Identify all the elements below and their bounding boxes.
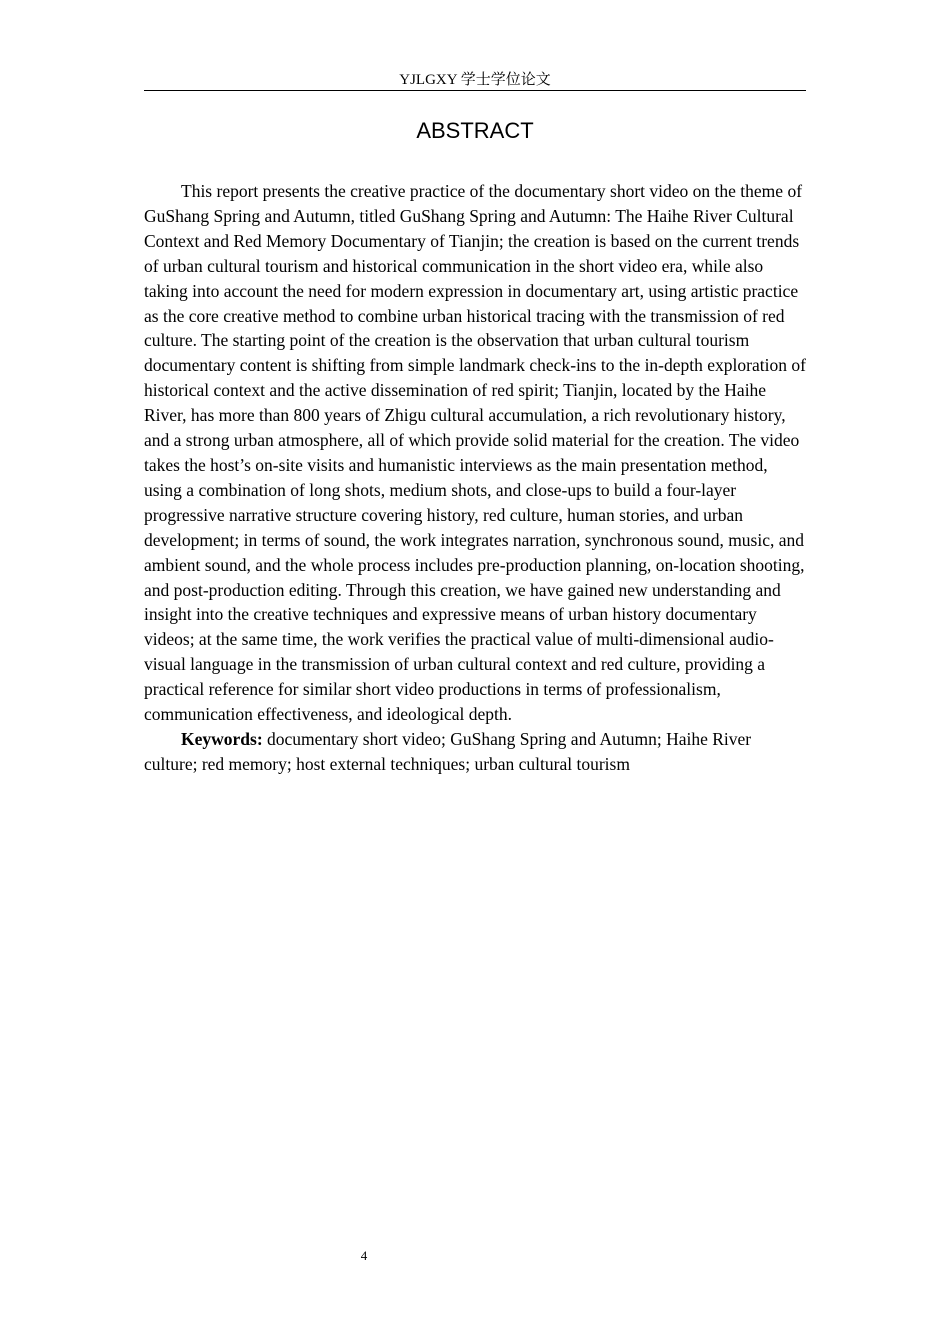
header-rule: [144, 90, 806, 91]
abstract-body: [144, 179, 806, 777]
abstract-paragraph: This report presents the creative practice of the documentary short video on the theme of GuShang Spring and Autumn, titled GuShang Spring and Autumn: The Haihe River Cultural Context and Red Memory Documentary of Tianjin; the creation is based on the current trends of urban cultural tourism and historical communication in the short video era, while also taking into account the need for modern expression in documentary art, using artistic practice as the core creative method to combine urban historical tracing with the transmission of red culture. The starting point of the creation is the observation that urban cultural tourism documentary content is shifting from simple landmark check-ins to the in-depth exploration of historical context and the active dissemination of red spirit; Tianjin, located by the Haihe River, has more than 800 years of Zhigu cultural accumulation, a rich revolutionary history, and a strong urban atmosphere, all of which provide solid material for the creation. The video takes the host’s on-site visits and humanistic interviews as the main presentation method, using a combination of long shots, medium shots, and close-ups to build a four-layer progressive narrative structure covering history, red culture, human stories, and urban development; in terms of sound, the work integrates narration, synchronous sound, music, and ambient sound, and the whole process includes pre-production planning, on-location shooting, and post-production editing. Through this creation, we have gained new understanding and insight into the creative techniques and expressive means of urban history documentary videos; at the same time, the work verifies the practical value of multi-dimensional audio-visual language in the transmission of urban cultural context and red culture, providing a practical reference for similar short video productions in terms of professionalism, communication effectiveness, and ideological depth.: [144, 181, 806, 725]
keywords-text: documentary short video; GuShang Spring and Autumn; Haihe River culture; red memory; host external techniques; urban cultural tourism: [144, 728, 752, 774]
page-number: 4: [360, 1248, 368, 1263]
keywords-label: Keywords:: [181, 728, 263, 749]
keywords-paragraph: [144, 727, 806, 777]
page-header: YJLGXY 学士学位论文: [399, 72, 551, 88]
abstract-title: ABSTRACT: [416, 118, 534, 143]
